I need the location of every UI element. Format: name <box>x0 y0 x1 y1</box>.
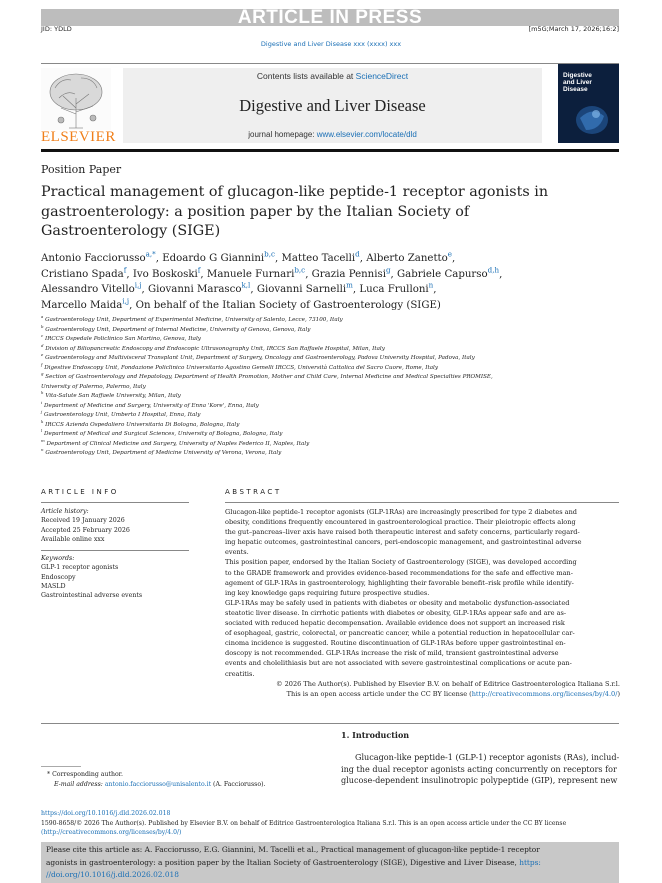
keyword: GLP-1 receptor agonists <box>41 564 119 572</box>
journal-name: Digestive and Liver Disease <box>239 96 426 115</box>
journal-reference-link[interactable]: Digestive and Liver Disease xxx (xxxx) xxx <box>260 40 402 48</box>
title-line: gastroenterology: a position paper by the Italian Society of <box>41 203 470 220</box>
author-name[interactable]: Antonio Facciorusso <box>41 253 146 264</box>
affiliation-item: $^c$ IRCCS Ospedale Policlinico San Martino, Genova, Italy <box>41 333 201 342</box>
corresponding-line <box>47 770 265 780</box>
keywords-rule <box>41 550 189 551</box>
sciencedirect-link[interactable]: ScienceDirect <box>355 71 409 81</box>
article-info-heading: ARTICLE INFO <box>41 488 119 496</box>
author-separator: , <box>499 268 503 280</box>
author-affiliation-mark[interactable]: n <box>428 280 434 290</box>
abstract-line: the gut–pancreas–liver axis have raised both therapeutic interest and safety concerns, particularly regard- <box>225 528 580 537</box>
abstract-line: ing key knowledge gaps requiring future prospective studies. <box>225 588 430 597</box>
citation-line <box>46 857 616 870</box>
intro-line: Glucagon-like peptide-1 (GLP-1) receptor agonists (RAs), includ- <box>355 752 620 762</box>
affiliation-item: $^j$ Gastroenterology Unit, Umberto I Hospital, Enna, Italy <box>41 409 201 418</box>
issn-line <box>41 819 621 837</box>
cover-title-line-1: Digestive <box>563 72 592 79</box>
author-name[interactable]: Ivo Boskoski <box>132 268 198 280</box>
cc-license-link[interactable]: http://creativecommons.org/licenses/by/4.0/ <box>471 689 618 698</box>
author-separator: , <box>126 268 133 280</box>
abstract-copyright: © 2026 The Author(s). Published by Elsevier B.V. on behalf of Editrice Gastroenterologica Italiana S.r.l. <box>276 679 620 688</box>
author-name[interactable]: Alessandro Vitello <box>41 284 135 295</box>
author-separator: , <box>433 284 437 295</box>
abstract-rule <box>225 502 619 503</box>
abstract-line: of esophageal, gastric, colorectal, or pancreatic cancer, while a potential reduction in hepatocellular car- <box>225 629 575 638</box>
author-name[interactable]: Cristiano Spada <box>41 268 124 280</box>
affiliation-item: $^k$ IRCCS Azienda Ospedaliero Universitaria Di Bologna, Bologna, Italy <box>41 418 240 428</box>
author-affiliation-mark[interactable]: g <box>385 265 391 275</box>
author-name[interactable]: Edoardo G Giannini <box>162 253 265 264</box>
author-separator: , <box>155 253 163 264</box>
author-affiliation-mark[interactable]: f <box>197 265 201 275</box>
journal-header <box>123 68 542 143</box>
affiliation-item: $^f$ Digestive Endoscopy Unit, Fondazione Policlinico Universitario Agostino Gemelli IRCCS, Università Cattolica del Sacro Cuore, Rome, Italy <box>41 361 438 371</box>
journal-cover <box>558 64 619 143</box>
affiliation-item: $^n$ Gastroenterology Unit, Department of Medicine University of Verona, Verona, Italy <box>41 447 282 456</box>
abstract-line: agement of GLP-1RAs in gastroenterology, highlighting their favorable benefit–risk profile while identify- <box>225 578 574 587</box>
citation-doi-link[interactable]: https: <box>519 857 541 867</box>
keyword: Gastrointestinal adverse events <box>41 592 143 600</box>
author-separator: , <box>305 268 312 280</box>
author-name[interactable]: Marcello Maida <box>41 299 123 311</box>
author-separator: , <box>129 299 136 311</box>
citation-doi-link-continued[interactable]: //doi.org/10.1016/j.dld.2026.02.018 <box>46 870 179 879</box>
history-label: Article history: <box>41 508 89 515</box>
abstract-line: This position paper, endorsed by the Italian Society of Gastroenterology (SIGE), was developed according <box>225 558 577 567</box>
author-affiliation-mark[interactable]: k,l <box>241 280 251 290</box>
header-bottom-rule <box>41 149 619 152</box>
email-link[interactable]: antonio.facciorusso@unisalento.it <box>104 781 212 788</box>
affiliation-item: $^e$ Gastroenterology and Multivisceral Transplant Unit, Department of Surgery, Oncology and Gastroenterology, Padova University Hospital, Padova, Italy <box>41 352 475 361</box>
abstract-line: events and cholelithiasis but are not associated with severe gastrointestinal complications or acute pan- <box>225 659 572 668</box>
elsevier-wordmark: ELSEVIER <box>41 129 116 145</box>
article-in-press-banner: ARTICLE IN PRESS <box>41 9 619 26</box>
keywords-block <box>41 554 191 600</box>
author-separator: , <box>275 253 282 264</box>
abstract-license <box>225 689 620 699</box>
cover-title <box>563 72 592 93</box>
affiliation-item: $^a$ Gastroenterology Unit, Department of Experimental Medicine, University of Salento, Lecce, 73100, Italy <box>41 314 343 323</box>
citation-text-segment: agonists in gastroenterology: a position paper by the Italian Society of Gastroenterology (SIGE), Digestive and Liver Disease, <box>46 857 520 867</box>
abstract-bottom-rule <box>41 723 619 724</box>
author-name[interactable]: Manuele Furnari <box>206 268 295 280</box>
author-affiliation-mark[interactable]: e <box>447 249 453 259</box>
abstract-line: creatitis. <box>225 669 255 678</box>
journal-homepage-link[interactable]: www.elsevier.com/locate/dld <box>316 130 417 139</box>
author-affiliation-mark[interactable]: b,c <box>264 249 275 259</box>
author-separator: , <box>200 268 207 280</box>
affiliation-item: $^l$ Department of Medical and Surgical Sciences, University of Bologna, Bologna, Italy <box>41 428 283 437</box>
article-info-rule <box>41 502 189 503</box>
keywords-label: Keywords: <box>41 555 75 562</box>
title-line: Gastroenterology (SIGE) <box>41 223 221 239</box>
article-type: Position Paper <box>41 163 122 176</box>
introduction-body <box>341 752 621 787</box>
homepage-prefix: journal homepage: <box>248 130 317 139</box>
elsevier-logo <box>41 68 116 146</box>
author-name[interactable]: Luca Frulloni <box>359 284 429 295</box>
author-name[interactable]: Gabriele Capurso <box>397 268 488 280</box>
introduction-heading: 1. Introduction <box>341 730 410 740</box>
author-separator: , <box>141 284 148 295</box>
intro-line: glucose-dependent insulinotropic polypeptide (GIP), represent new <box>341 775 618 785</box>
abstract-line: Glucagon-like peptide-1 receptor agonists (GLP-1RAs) are increasingly prescribed for type 2 diabetes and <box>225 508 577 516</box>
author-affiliation-mark[interactable]: a,* <box>145 249 156 259</box>
license-prefix: This is an open access article under the CC BY license ( <box>286 689 472 698</box>
contents-prefix: Contents lists available at <box>256 71 356 81</box>
citation-notice <box>41 842 619 883</box>
contents-available-line <box>123 71 542 81</box>
abstract-line: to the GRADE framework and provides evidence-based recommendations for the safe and effective man- <box>225 568 573 577</box>
author-line <box>41 298 621 314</box>
cover-illustration-icon <box>572 100 612 138</box>
author-affiliation-mark[interactable]: i,j <box>134 280 142 290</box>
affiliation-list <box>41 316 621 459</box>
footnote-mark: * <box>47 771 51 778</box>
author-affiliation-mark[interactable]: d,h <box>487 265 500 275</box>
issn-text: 1590-8658/© 2026 The Author(s). Published by Elsevier B.V. on behalf of Editrice Gastroenterologica Italiana S.r.l. This is an open access article under the CC BY license <box>41 820 567 827</box>
header-top-rule <box>41 63 619 64</box>
cover-title-line-2: and Liver <box>563 79 592 86</box>
license-link[interactable]: (http://creativecommons.org/licenses/by/4.0/) <box>41 829 182 836</box>
abstract-line: GLP-1RAs may be safely used in patients with diabetes or obesity and metabolic dysfunction-associated <box>225 598 570 607</box>
author-name[interactable]: Matteo Tacelli <box>281 253 356 264</box>
author-line <box>41 267 621 283</box>
abstract-line: steatotic liver disease. In cirrhotic patients with diabetes or obesity, GLP-1RAs appear safe and are as- <box>225 608 567 617</box>
author-separator: , <box>352 284 360 295</box>
author-line <box>41 251 621 267</box>
history-received: Received 19 January 2026 <box>41 517 125 525</box>
abstract-heading: ABSTRACT <box>225 488 282 496</box>
abstract-line: ing hepatic outcomes, gastrointestinal cancers, peri-endoscopic management, and gastrointestinal adverse <box>225 538 582 547</box>
affiliation-item: $^m$ Department of Clinical Medicine and Surgery, University of Naples Federico II, Naples, Italy <box>41 437 310 447</box>
journal-id: JID: YDLD <box>41 25 72 33</box>
author-separator: , <box>390 268 398 280</box>
affiliation-item: $^h$ Vita-Salute San Raffaele University, Milan, Italy <box>41 390 181 399</box>
intro-line: ing the dual receptor agonists acting concurrently on receptors for <box>341 763 617 774</box>
affiliation-item: University of Palermo, Palermo, Italy <box>41 383 146 390</box>
keyword: Endoscopy <box>41 573 76 581</box>
citation-text <box>46 844 616 882</box>
author-separator: , <box>359 253 367 264</box>
elsevier-tree-icon <box>41 68 111 130</box>
author-name[interactable]: Giovanni Marasco <box>147 284 242 295</box>
abstract-line: doscopy is not recommended. GLP-1RAs increase the risk of mild, transient gastrointestinal adverse <box>225 649 559 658</box>
article-title <box>41 183 619 242</box>
author-affiliation-mark[interactable]: m <box>346 280 353 290</box>
footnote-rule <box>41 766 81 767</box>
email-label: E-mail address: <box>54 781 105 788</box>
citation-line: Please cite this article as: A. Facciorusso, E.G. Giannini, M. Tacelli et al., Practical management of glucagon-like peptide-1 receptor <box>46 845 540 854</box>
author-affiliation-mark[interactable]: i,j <box>122 296 130 306</box>
article-history <box>41 507 191 544</box>
keyword: MASLD <box>41 582 66 590</box>
affiliation-item: $^b$ Gastroenterology Unit, Department of Internal Medicine, University of Genova, Genova, Italy <box>41 323 311 333</box>
author-group-name: On behalf of the Italian Society of Gastroenterology (SIGE) <box>135 299 441 311</box>
author-affiliation-mark[interactable]: b,c <box>294 265 306 275</box>
journal-homepage-line <box>123 130 542 139</box>
author-separator: , <box>250 284 257 295</box>
affiliation-item: $^i$ Department of Medicine and Surgery, University of Enna 'Kore', Enna, Italy <box>41 399 259 409</box>
author-affiliation-mark[interactable]: f <box>123 265 127 275</box>
affiliation-item: $^d$ Division of Biliopancreatic Endoscopy and Endoscopic Ultrasonography Unit, IRCCS San Raffaele Hospital, Milan, Italy <box>41 342 385 352</box>
cover-title-line-3: Disease <box>563 86 588 93</box>
history-online: Available online xxx <box>41 535 105 543</box>
abstract-line: obesity, conditions frequently encountered in gastroenterological practice. Their pleiotropic effects along <box>225 518 576 527</box>
abstract-line: events. <box>225 548 249 557</box>
title-line: Practical management of glucagon-like peptide-1 receptor agonists in <box>41 184 549 200</box>
email-suffix: (A. Facciorusso). <box>211 781 266 788</box>
author-name[interactable]: Alberto Zanetto <box>366 253 448 264</box>
affiliation-item: $^g$ Section of Gastroenterology and Hepatology, Department of Health Promotion, Mother and Child Care, Internal Medicine and Medical Specialties PROMISE, <box>41 371 493 380</box>
author-list <box>41 251 621 313</box>
author-name[interactable]: Giovanni Sarnelli <box>256 284 347 295</box>
license-suffix: ) <box>617 689 620 698</box>
corresponding-label: Corresponding author. <box>52 771 123 778</box>
abstract-line: cinoma incidence is suggested. Routine discontinuation of GLP-1RAs before upper gastrointestinal en- <box>225 639 566 648</box>
reference-code: [m5G;March 17, 2026;16:2] <box>528 25 619 33</box>
abstract-body <box>225 507 620 699</box>
author-name[interactable]: Grazia Pennisi <box>311 268 386 280</box>
corresponding-author-note <box>47 770 265 790</box>
abstract-line: sociated with reduced hepatic decompensation. Available evidence does not support an increased risk <box>225 619 565 628</box>
author-affiliation-mark[interactable]: d <box>355 249 360 259</box>
author-separator: , <box>452 253 456 264</box>
email-line <box>47 780 265 790</box>
history-accepted: Accepted 25 February 2026 <box>41 526 130 534</box>
doi-link[interactable]: https://doi.org/10.1016/j.dld.2026.02.018 <box>41 810 171 817</box>
